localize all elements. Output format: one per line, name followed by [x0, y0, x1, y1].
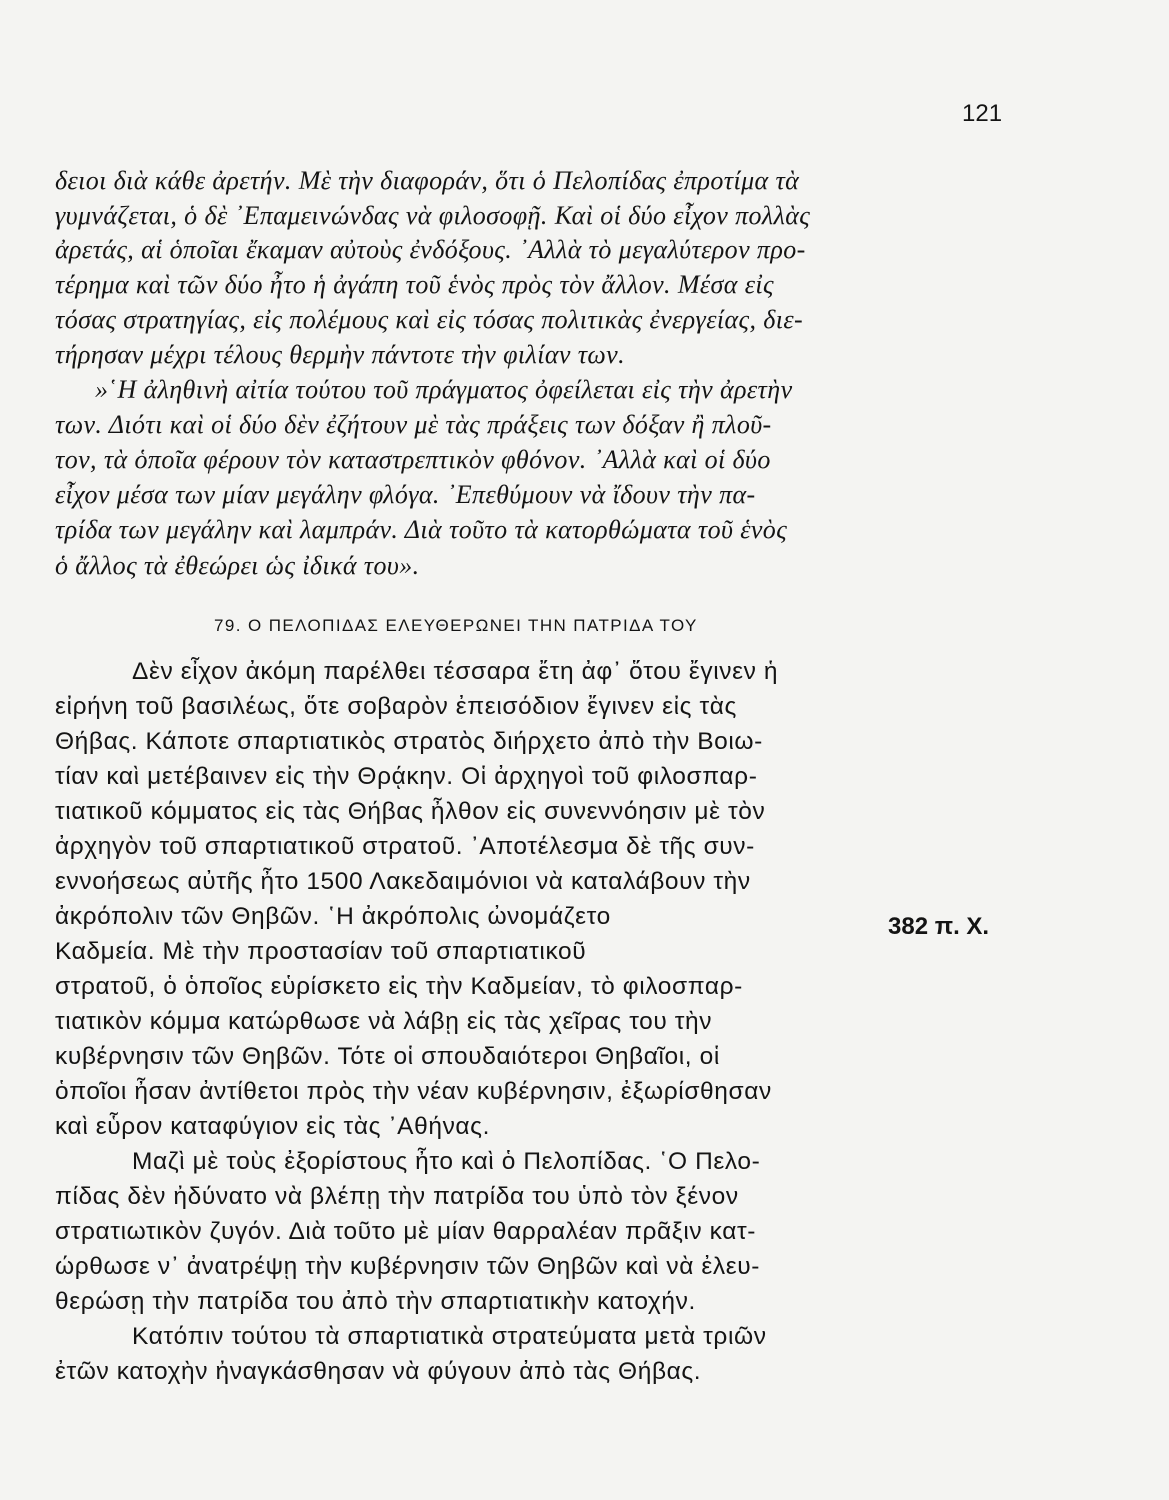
quote-line: τέρημα καὶ τῶν δύο ἦτο ἡ ἀγάπη τοῦ ἑνὸς πρὸς τὸν ἄλλον. Μέσα εἰς [55, 270, 774, 299]
quote-line: εἶχον μέσα των μίαν μεγάλην φλόγα. ᾿Επεθύμουν νὰ ἴδουν τὴν πα- [55, 480, 756, 509]
body-line: τιατικοῦ κόμματος εἰς τὰς Θήβας ἦλθον εἰς συνεννόησιν μὲ τὸν [55, 798, 766, 825]
quote-line: »῾Η ἀληθινὴ αἰτία τούτου τοῦ πράγματος ὀφείλεται εἰς τὴν ἀρετὴν [95, 375, 793, 404]
margin-date-note: 382 π. Χ. [888, 913, 990, 940]
body-line: καὶ εὗρον καταφύγιον εἰς τὰς ᾿Αθήνας. [55, 1113, 490, 1140]
body-line: εννοήσεως αὐτῆς ἦτο 1500 Λακεδαιμόνιοι νὰ καταλάβουν τὴν [55, 868, 751, 895]
body-line: στρατιωτικὸν ζυγόν. Διὰ τοῦτο μὲ μίαν θαρραλέαν πρᾶξιν κατ- [55, 1218, 757, 1245]
body-line: ἀρχηγὸν τοῦ σπαρτιατικοῦ στρατοῦ. ᾿Αποτέλεσμα δὲ τῆς συν- [55, 833, 755, 860]
body-line: Δὲν εἶχον ἀκόμη παρέλθει τέσσαρα ἔτη ἀφ᾿ ὅτου ἔγινεν ἡ [132, 658, 779, 685]
section-heading: 79. Ο ΠΕΛΟΠΙΔΑΣ ΕΛΕΥΘΕΡΩΝΕΙ ΤΗΝ ΠΑΤΡΙΔΑ ΤΟΥ [214, 616, 698, 635]
quote-line: δειοι διὰ κάθε ἀρετήν. Μὲ τὴν διαφοράν, ὅτι ὁ Πελοπίδας ἐπροτίμα τὰ [55, 166, 800, 195]
quote-line: ὁ ἄλλος τὰ ἐθεώρει ὡς ἰδικά του». [55, 551, 420, 580]
body-line: Μαζὶ μὲ τοὺς ἐξορίστους ἦτο καὶ ὁ Πελοπίδας. ῾Ο Πελο- [132, 1148, 761, 1175]
body-line: ώρθωσε ν᾿ ἀνατρέψῃ τὴν κυβέρνησιν τῶν Θηβῶν καὶ νὰ ἐλευ- [55, 1253, 761, 1280]
quote-line: τον, τὰ ὁποῖα φέρουν τὸν καταστρεπτικὸν φθόνον. ᾿Αλλὰ καὶ οἱ δύο [55, 445, 771, 474]
body-line: ἀκρόπολιν τῶν Θηβῶν. ῾Η ἀκρόπολις ὠνομάζετο [55, 903, 611, 930]
quote-line: τήρησαν μέχρι τέλους θερμὴν πάντοτε τὴν φιλίαν των. [55, 340, 626, 369]
body-line: Θήβας. Κάποτε σπαρτιατικὸς στρατὸς διήρχετο ἀπὸ τὴν Βοιω- [55, 728, 763, 755]
quote-line: τόσας στρατηγίας, εἰς πολέμους καὶ εἰς τόσας πολιτικὰς ἐνεργείας, διε- [55, 305, 804, 334]
body-line: ἐτῶν κατοχὴν ἠναγκάσθησαν νὰ φύγουν ἀπὸ τὰς Θήβας. [55, 1358, 702, 1385]
body-line: Καδμεία. Μὲ τὴν προστασίαν τοῦ σπαρτιατικοῦ [55, 938, 587, 965]
quote-line: ἀρετάς, αἱ ὁποῖαι ἔκαμαν αὐτοὺς ἐνδόξους. ᾿Αλλὰ τὸ μεγαλύτερον προ- [55, 235, 806, 264]
quote-line: γυμνάζεται, ὁ δὲ ᾿Επαμεινώνδας νὰ φιλοσοφῇ. Καὶ οἱ δύο εἶχον πολλὰς [55, 201, 811, 230]
page-number: 121 [962, 100, 1003, 127]
quote-line: τρίδα των μεγάλην καὶ λαμπράν. Διὰ τοῦτο τὰ κατορθώματα τοῦ ἑνὸς [55, 515, 788, 544]
body-line: πίδας δὲν ἠδύνατο νὰ βλέπῃ τὴν πατρίδα του ὑπὸ τὸν ξένον [55, 1183, 739, 1210]
body-line: ὁποῖοι ἦσαν ἀντίθετοι πρὸς τὴν νέαν κυβέρνησιν, ἐξωρίσθησαν [55, 1078, 772, 1105]
body-line: κυβέρνησιν τῶν Θηβῶν. Τότε οἱ σπουδαιότεροι Θηβαῖοι, οἱ [55, 1043, 720, 1070]
quote-line: των. Διότι καὶ οἱ δύο δὲν ἐζήτουν μὲ τὰς πράξεις των δόξαν ἢ πλοῦ- [55, 410, 772, 439]
body-line: θερώσῃ τὴν πατρίδα του ἀπὸ τὴν σπαρτιατικὴν κατοχήν. [55, 1288, 696, 1315]
body-line: στρατοῦ, ὁ ὁποῖος εὑρίσκετο εἰς τὴν Καδμείαν, τὸ φιλοσπαρ- [55, 973, 743, 1000]
body-line: Κατόπιν τούτου τὰ σπαρτιατικὰ στρατεύματα μετὰ τριῶν [132, 1323, 767, 1350]
body-line: εἰρήνη τοῦ βασιλέως, ὅτε σοβαρὸν ἐπεισόδιον ἔγινεν εἰς τὰς [55, 693, 737, 720]
body-line: τίαν καὶ μετέβαινεν εἰς τὴν Θρᾴκην. Οἱ ἀρχηγοὶ τοῦ φιλοσπαρ- [55, 763, 758, 790]
body-line: τιατικὸν κόμμα κατώρθωσε νὰ λάβῃ εἰς τὰς χεῖρας του τὴν [55, 1008, 713, 1035]
